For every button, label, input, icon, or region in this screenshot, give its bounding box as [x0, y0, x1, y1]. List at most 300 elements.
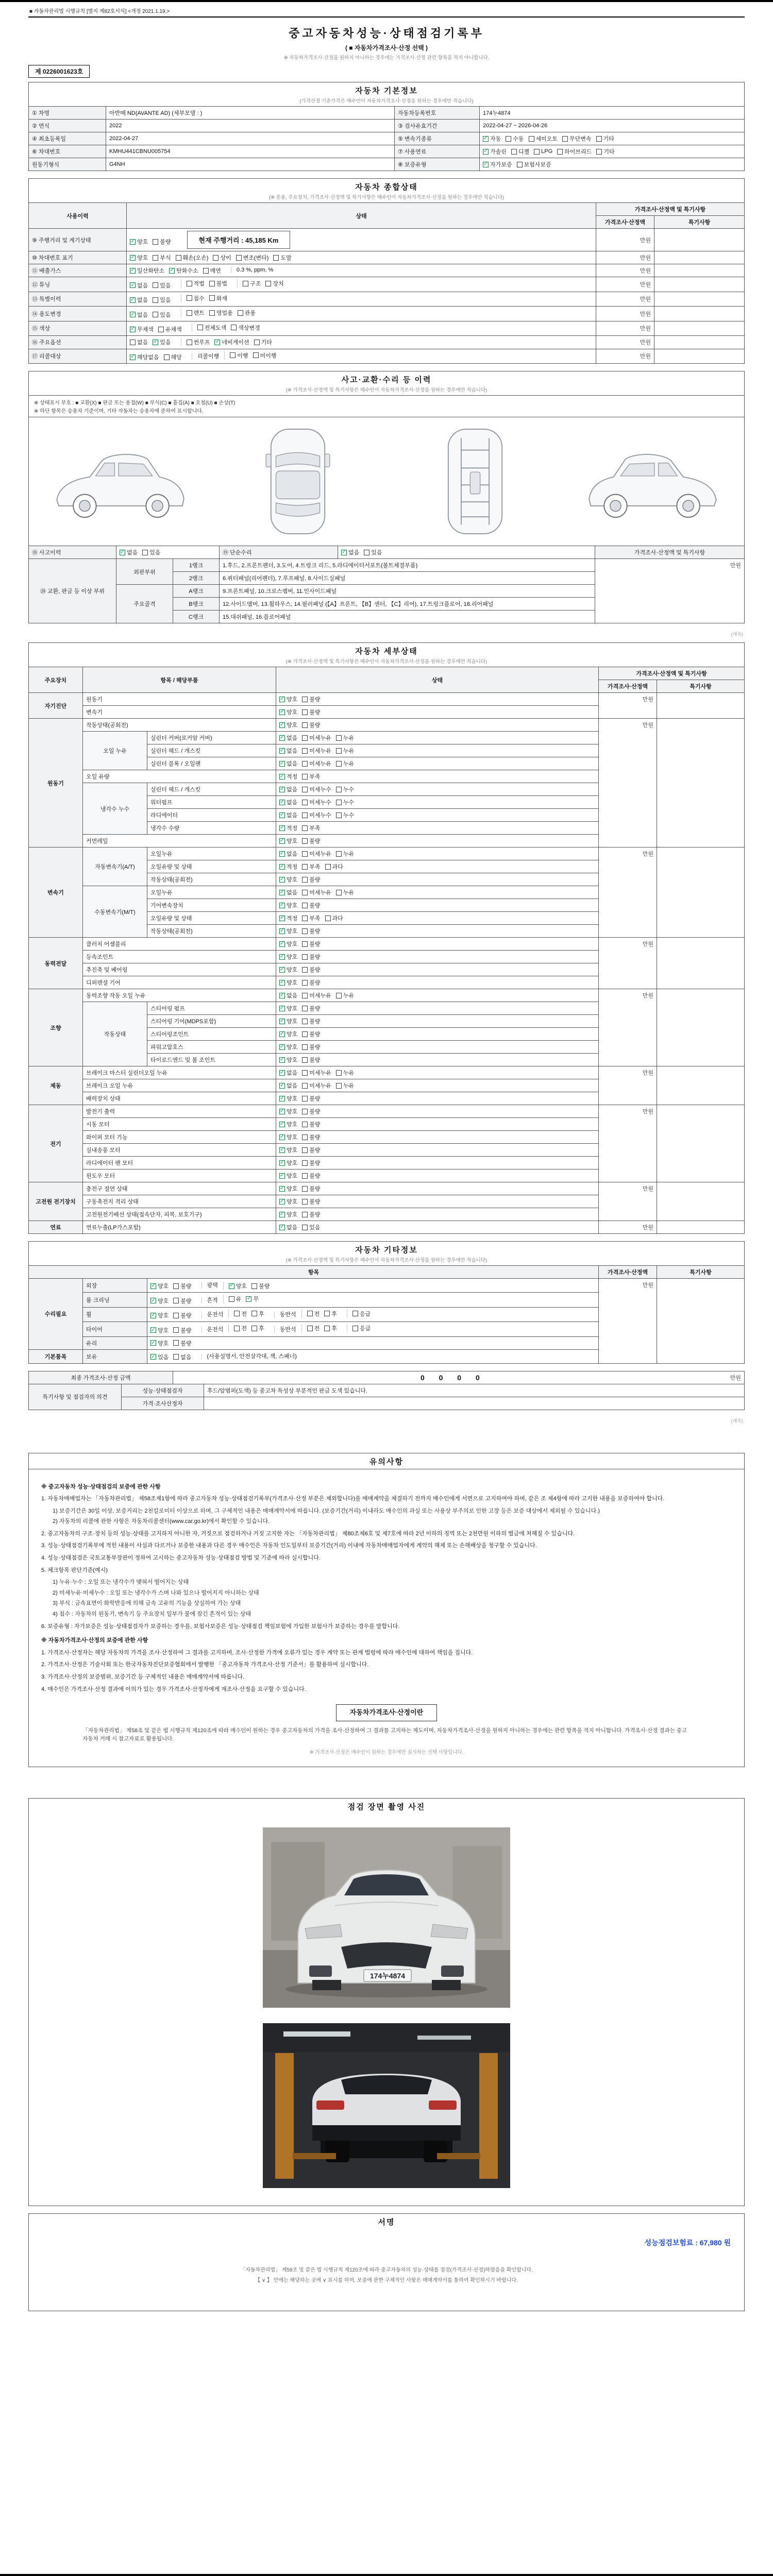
checkbox-label: 탄화수소: [176, 268, 198, 274]
detail-row: [29, 1221, 745, 1234]
checkbox-option[interactable]: [279, 862, 297, 871]
check-group: [279, 927, 325, 935]
checkbox-option[interactable]: [187, 294, 205, 302]
checkbox-option[interactable]: [336, 991, 354, 999]
checkbox-option[interactable]: [130, 281, 148, 290]
checkbox-option[interactable]: [187, 309, 205, 317]
insurance-premium-value: 67,980 원: [699, 2238, 731, 2247]
checkbox-label: 불량: [309, 967, 321, 973]
checkbox-option[interactable]: [302, 901, 320, 909]
subgroup-name: 냉각수 누수: [83, 783, 147, 835]
state-text: 동반석: [274, 1312, 296, 1318]
checkbox-option[interactable]: [279, 785, 297, 793]
checkbox-label: 미세누유: [309, 761, 331, 767]
checkbox-option[interactable]: [302, 978, 320, 987]
checkbox-option[interactable]: [130, 353, 159, 361]
checkbox-option[interactable]: [130, 325, 154, 333]
checkbox-option[interactable]: [302, 1017, 320, 1025]
checkbox-option[interactable]: [279, 1043, 297, 1051]
checkbox-option[interactable]: [302, 940, 320, 948]
checkbox-option[interactable]: [150, 1339, 169, 1347]
checkbox-option[interactable]: [336, 734, 354, 742]
checkbox-option[interactable]: [251, 1282, 270, 1290]
checkbox-option[interactable]: [302, 1133, 320, 1141]
checkbox-option[interactable]: [251, 1310, 264, 1318]
checkbox-option[interactable]: [279, 1146, 297, 1154]
checkbox-option[interactable]: [302, 708, 320, 716]
checkbox-label: 후: [331, 1326, 337, 1332]
checkbox-option[interactable]: [325, 914, 343, 922]
checkbox-option[interactable]: [302, 721, 320, 729]
checkbox-icon: [511, 149, 517, 155]
overall-row-state: [127, 336, 596, 349]
checkbox-label: 불량: [160, 239, 171, 245]
check-group: [279, 901, 325, 909]
checkbox-option[interactable]: [302, 824, 320, 832]
checkbox-option[interactable]: [302, 695, 320, 703]
checkbox-label: 적정: [287, 916, 298, 922]
checkbox-option[interactable]: [302, 1184, 320, 1193]
checkbox-option[interactable]: [279, 1094, 297, 1103]
checkbox-icon: [213, 255, 219, 261]
checkbox-option[interactable]: [169, 266, 198, 275]
checkbox-icon: [302, 993, 308, 998]
item-state: [276, 925, 599, 938]
checkbox-option[interactable]: [336, 798, 354, 806]
checkbox-option[interactable]: [229, 1295, 242, 1303]
checkbox-option[interactable]: [324, 1324, 337, 1332]
checkbox-option[interactable]: [173, 1353, 191, 1361]
notice-item: 6. 보증유형 : 자가보증은 성능·상태점검자가 보증하는 경우를, 보험사보증은 성능·상태점검 책임보험에 가입한 보험사가 보증하는 경우를 말합니다.: [41, 1623, 400, 1630]
price-cell: 만원: [599, 1221, 657, 1234]
check-group: [279, 1159, 325, 1167]
checkbox-option[interactable]: [307, 1324, 320, 1332]
checkbox-option[interactable]: [302, 785, 331, 793]
checkbox-option[interactable]: [253, 351, 277, 360]
item-state: [276, 1015, 599, 1028]
item-state: [276, 822, 599, 835]
device-name: 전기: [29, 1105, 83, 1182]
checkbox-option[interactable]: [483, 160, 512, 168]
checkbox-icon: ✓: [280, 1044, 284, 1049]
checkbox-icon: ✓: [120, 549, 125, 555]
checkbox-label: 렌트: [193, 310, 205, 316]
item-name: 실린더 헤드 / 개스킷: [147, 744, 276, 757]
checkbox-option[interactable]: [557, 147, 592, 156]
checkbox-option[interactable]: [246, 1295, 259, 1303]
note-cell: [654, 349, 745, 364]
check-group: [279, 1172, 325, 1180]
checkbox-option[interactable]: [279, 759, 297, 768]
overall-row: [29, 251, 745, 264]
checkbox-option[interactable]: [130, 266, 164, 275]
checkbox-option[interactable]: [596, 134, 614, 143]
col-header-use: 사용이력: [29, 203, 127, 229]
checkbox-label: 양호: [287, 838, 298, 844]
checkbox-icon: [254, 340, 260, 345]
checkbox-option[interactable]: [364, 548, 382, 556]
check-group: [130, 253, 296, 262]
checkbox-option[interactable]: [483, 134, 501, 143]
checkbox-option[interactable]: [153, 338, 171, 346]
checkbox-option[interactable]: [302, 1146, 320, 1154]
checkbox-option[interactable]: [302, 734, 331, 742]
checkbox-option[interactable]: [142, 548, 160, 556]
checkbox-label: 없음: [287, 993, 298, 999]
checkbox-option[interactable]: [150, 1311, 169, 1319]
checkbox-option[interactable]: [279, 824, 297, 832]
checkbox-option[interactable]: [336, 1081, 354, 1090]
checkbox-icon: [230, 352, 236, 358]
checkbox-option[interactable]: [279, 978, 297, 987]
item-state: [276, 1054, 599, 1066]
checkbox-label: 전체도색: [204, 325, 227, 331]
check-group: [301, 1310, 342, 1318]
checkbox-option[interactable]: [517, 160, 551, 168]
checkbox-option[interactable]: [341, 548, 359, 556]
checkbox-option[interactable]: [120, 548, 138, 556]
vehicle-name-value: 아반떼 ND(AVANTE AD) (세부모델 : ): [106, 107, 395, 120]
checkbox-option[interactable]: [352, 1324, 371, 1332]
checkbox-option[interactable]: [279, 901, 297, 909]
check-group: [301, 1324, 342, 1332]
checkbox-option[interactable]: [176, 253, 209, 262]
accident-history-label: ⑱ 사고이력: [29, 546, 116, 559]
checkbox-option[interactable]: [302, 914, 320, 922]
checkbox-option[interactable]: [534, 148, 552, 155]
field-label: ④ 최초등록일: [29, 132, 106, 145]
checkbox-label: 상이: [220, 255, 231, 261]
checkbox-option[interactable]: [302, 1043, 320, 1051]
checkbox-icon: [302, 903, 308, 908]
item-name: 오일유량 및 상태: [147, 912, 276, 925]
checkbox-option[interactable]: [302, 953, 320, 961]
price-cell: 만원: [596, 229, 654, 251]
checkbox-option[interactable]: [279, 1120, 297, 1128]
item-name: 등속조인트: [83, 951, 276, 963]
note-cell: [657, 1221, 745, 1234]
car-damage-diagrams: [28, 417, 745, 546]
section-title: 자동차 세부상태: [355, 647, 418, 656]
checkbox-option[interactable]: [153, 238, 171, 246]
check-group: [223, 1282, 275, 1290]
checkbox-option[interactable]: [336, 888, 354, 896]
checkbox-label: 없음: [287, 761, 298, 767]
checkbox-option[interactable]: [279, 1017, 297, 1025]
item-state: [276, 912, 599, 925]
checkbox-label: 기타: [261, 340, 272, 346]
checkbox-option[interactable]: [302, 850, 331, 858]
item-name: 타이로드엔드 및 볼 조인트: [147, 1054, 276, 1066]
price-cell: 만원: [599, 938, 657, 989]
checkbox-option[interactable]: [325, 862, 343, 871]
checkbox-option[interactable]: [153, 281, 171, 290]
checkbox-option[interactable]: [150, 1353, 169, 1361]
checkbox-option[interactable]: [234, 1310, 247, 1318]
check-group: [237, 279, 289, 287]
checkbox-icon: [336, 812, 342, 818]
checkbox-option[interactable]: [336, 759, 354, 768]
checkbox-option[interactable]: [302, 1030, 320, 1038]
checkbox-option[interactable]: [279, 1004, 297, 1012]
item-name: 클러치 어셈블리: [83, 938, 276, 951]
checkbox-option[interactable]: [302, 1069, 331, 1077]
checkbox-option[interactable]: [279, 1069, 297, 1077]
overall-row: [29, 277, 745, 292]
checkbox-option[interactable]: [279, 1133, 297, 1141]
checkbox-icon: [176, 255, 181, 261]
item-state: [276, 770, 599, 783]
subgroup-name: 오일 누유: [83, 732, 147, 770]
checkbox-option[interactable]: [279, 850, 297, 858]
other-info-table: [28, 1265, 745, 1364]
checkbox-label: 없음: [348, 550, 360, 556]
checkbox-label: 없음: [287, 787, 298, 793]
checkbox-option[interactable]: [130, 253, 148, 262]
checkbox-option[interactable]: [279, 811, 297, 819]
checkbox-option[interactable]: [153, 253, 171, 262]
checkbox-option[interactable]: [164, 353, 182, 361]
appraiser-label: 가격·조사산정자: [122, 1397, 204, 1410]
checkbox-option[interactable]: [279, 837, 297, 845]
checkbox-option[interactable]: [203, 266, 221, 275]
checkbox-option[interactable]: [173, 1311, 191, 1319]
checkbox-icon: [265, 281, 271, 286]
checkbox-option[interactable]: [279, 953, 297, 961]
checkbox-option[interactable]: [279, 798, 297, 806]
checkbox-option[interactable]: [279, 1159, 297, 1167]
check-group: [130, 281, 176, 290]
checkbox-option[interactable]: [302, 1210, 320, 1218]
checkbox-icon: ✓: [151, 1327, 156, 1333]
check-group: [130, 338, 176, 346]
check-group: [279, 1223, 325, 1231]
checkbox-icon: [173, 1298, 179, 1303]
checkbox-option[interactable]: [150, 1282, 169, 1290]
checkbox-option[interactable]: [352, 1310, 371, 1318]
other-info-header: [28, 1241, 745, 1265]
checkbox-option[interactable]: [302, 927, 320, 935]
checkbox-label: 불량: [309, 1147, 321, 1154]
checkbox-icon: [153, 239, 158, 245]
state-text: 운전석: [201, 1327, 224, 1333]
checkbox-option[interactable]: [302, 837, 320, 845]
checkbox-option[interactable]: [209, 279, 227, 287]
checkbox-label: 일산화탄소: [137, 268, 165, 274]
checkbox-option[interactable]: [173, 1297, 191, 1305]
checkbox-option[interactable]: [279, 914, 297, 922]
checkbox-option[interactable]: [302, 1004, 320, 1012]
checkbox-option[interactable]: [209, 294, 227, 302]
checkbox-option[interactable]: [234, 1324, 247, 1332]
check-group: [279, 695, 325, 703]
checkbox-option[interactable]: [279, 1107, 297, 1115]
checkbox-option[interactable]: [230, 351, 248, 360]
checkbox-label: 무단변속: [569, 136, 592, 142]
checkbox-option[interactable]: [302, 1120, 320, 1128]
checkbox-option[interactable]: [596, 147, 614, 156]
checkbox-option[interactable]: [279, 772, 297, 781]
checkbox-option[interactable]: [279, 965, 297, 974]
checkbox-option[interactable]: [130, 296, 148, 304]
notice-heading: ※ 자동차가격조사·산정의 보증에 관한 사항: [41, 1637, 148, 1644]
checkbox-option[interactable]: [302, 772, 320, 781]
checkbox-label: 불량: [309, 1122, 321, 1128]
checkbox-option[interactable]: [213, 253, 231, 262]
checkbox-option[interactable]: [562, 134, 592, 143]
notice-item: 4. 성능·상태점검은 국토교통부장관이 정하여 고시하는 중고자동차 성능·상태점검 방법 및 기준에 따라 실시합니다.: [41, 1555, 321, 1562]
checkbox-option[interactable]: [302, 875, 320, 884]
checkbox-option[interactable]: [302, 811, 331, 819]
checkbox-option[interactable]: [302, 1197, 320, 1206]
checkbox-option[interactable]: [529, 134, 558, 143]
checkbox-option[interactable]: [336, 850, 354, 858]
checkbox-option[interactable]: [153, 296, 171, 304]
checkbox-option[interactable]: [302, 862, 320, 871]
check-group: [347, 1324, 375, 1332]
checkbox-option[interactable]: [279, 888, 297, 896]
checkbox-option[interactable]: [336, 811, 354, 819]
checkbox-option[interactable]: [302, 1172, 320, 1180]
checkbox-option[interactable]: [279, 1056, 297, 1064]
checkbox-option[interactable]: [243, 279, 261, 287]
checkbox-option[interactable]: [265, 279, 283, 287]
checkbox-option[interactable]: [158, 325, 182, 333]
checkbox-label: 가솔린: [490, 149, 507, 155]
checkbox-option[interactable]: [302, 1107, 320, 1115]
checkbox-option[interactable]: [173, 1326, 191, 1334]
checkbox-icon: [336, 748, 342, 754]
checkbox-label: 누수: [343, 787, 355, 793]
checkbox-option[interactable]: [153, 311, 171, 319]
item-name: 추진축 및 베어링: [83, 963, 276, 976]
checkbox-label: 불량: [309, 941, 321, 947]
checkbox-option[interactable]: [302, 759, 331, 768]
checkbox-option[interactable]: [279, 940, 297, 948]
checkbox-option[interactable]: [229, 1282, 247, 1290]
checkbox-icon: [506, 136, 511, 142]
checkbox-option[interactable]: [173, 1339, 191, 1347]
checkbox-option[interactable]: [236, 253, 269, 262]
check-group: [228, 1324, 268, 1332]
checkbox-label: 장치: [273, 281, 284, 287]
checkbox-label: 있음: [160, 297, 171, 303]
item-name: 워터펌프: [147, 796, 276, 809]
checkbox-option[interactable]: [214, 338, 249, 346]
checkbox-option[interactable]: [336, 1069, 354, 1077]
checkbox-option[interactable]: [130, 238, 148, 246]
document-subnote: ※ 자동차가격조사·산정을 원하지 아니하는 경우에는 가격조사·산정 관련 항목을 적지 아니합니다.: [283, 55, 490, 61]
checkbox-option[interactable]: [150, 1326, 169, 1334]
checkbox-option[interactable]: [279, 1081, 297, 1090]
checkbox-label: 양호: [137, 255, 148, 261]
checkbox-option[interactable]: [302, 1159, 320, 1167]
checkbox-option[interactable]: [302, 888, 331, 896]
checkbox-label: 양호: [287, 722, 298, 728]
checkbox-option[interactable]: [279, 1184, 297, 1193]
checkbox-option[interactable]: [279, 991, 297, 999]
checkbox-label: 양호: [158, 1298, 169, 1304]
checkbox-option[interactable]: [279, 695, 297, 703]
note-cell: [657, 1279, 745, 1364]
note-cell: [654, 336, 745, 349]
checkbox-option[interactable]: [150, 1297, 169, 1305]
checkbox-option[interactable]: [279, 1210, 297, 1218]
checkbox-option[interactable]: [173, 1282, 191, 1290]
checkbox-option[interactable]: [231, 324, 260, 332]
checkbox-option[interactable]: [279, 747, 297, 755]
checkbox-option[interactable]: [506, 134, 524, 143]
checkbox-icon: ✓: [130, 282, 135, 288]
checkbox-icon: ✓: [280, 889, 284, 895]
model-year-value: 2022: [106, 120, 395, 132]
checkbox-option[interactable]: [279, 734, 297, 742]
checkbox-option[interactable]: [251, 1324, 264, 1332]
checkbox-option[interactable]: [130, 338, 148, 346]
checkbox-option[interactable]: [302, 965, 320, 974]
item-state: [276, 1002, 599, 1015]
checkbox-option[interactable]: [279, 1197, 297, 1206]
checkbox-option[interactable]: [302, 747, 331, 755]
checkbox-option[interactable]: [302, 1081, 331, 1090]
checkbox-icon: ✓: [280, 1057, 284, 1062]
checkbox-option[interactable]: [279, 1030, 297, 1038]
checkbox-label: 색상변경: [238, 325, 260, 331]
checkbox-option[interactable]: [336, 785, 354, 793]
checkbox-option[interactable]: [187, 338, 210, 346]
checkbox-option[interactable]: [307, 1310, 320, 1318]
checkbox-option[interactable]: [302, 991, 331, 999]
checkbox-option[interactable]: [336, 747, 354, 755]
checkbox-option[interactable]: [273, 253, 291, 262]
checkbox-option[interactable]: [511, 147, 529, 156]
checkbox-option[interactable]: [197, 324, 227, 332]
checkbox-option[interactable]: [279, 875, 297, 884]
checkbox-option[interactable]: [209, 309, 233, 317]
checkbox-icon: [153, 255, 158, 261]
checkbox-option[interactable]: [238, 309, 256, 317]
checkbox-option[interactable]: [302, 798, 331, 806]
accident-question-row: [29, 546, 745, 559]
checkbox-label: 불량: [309, 928, 321, 935]
checkbox-label: 불량: [309, 1199, 321, 1205]
checkbox-option[interactable]: [130, 311, 148, 319]
checkbox-option[interactable]: [279, 708, 297, 716]
item-name: 스티어링조인트: [147, 1028, 276, 1041]
checkbox-option[interactable]: [302, 1223, 320, 1231]
checkbox-option[interactable]: [324, 1310, 337, 1318]
overall-row-state: [127, 229, 596, 251]
checkbox-option[interactable]: [187, 279, 205, 287]
overall-row-label: ⑰ 리콜대상: [29, 349, 127, 364]
checkbox-option[interactable]: [302, 1056, 320, 1064]
check-group: [181, 309, 260, 317]
checkbox-option[interactable]: [279, 721, 297, 729]
checkbox-label: 미세누유: [309, 851, 331, 857]
overall-condition-section: [28, 178, 745, 364]
notice-item: 4. 매수인은 가격조사·산정 결과에 이의가 있는 경우 가격조사·산정자에게 재조사·산정을 요구할 수 있습니다.: [41, 1686, 306, 1692]
checkbox-icon: [302, 1173, 308, 1179]
checkbox-option[interactable]: [302, 1094, 320, 1103]
checkbox-option[interactable]: [483, 147, 507, 156]
checkbox-icon: [173, 1354, 179, 1360]
checkbox-option[interactable]: [279, 1172, 297, 1180]
item-state: [276, 1182, 599, 1195]
checkbox-option[interactable]: [254, 338, 272, 346]
checkbox-option[interactable]: [279, 927, 297, 935]
checkbox-label: 침수: [193, 295, 205, 302]
checkbox-option[interactable]: [279, 1223, 297, 1231]
